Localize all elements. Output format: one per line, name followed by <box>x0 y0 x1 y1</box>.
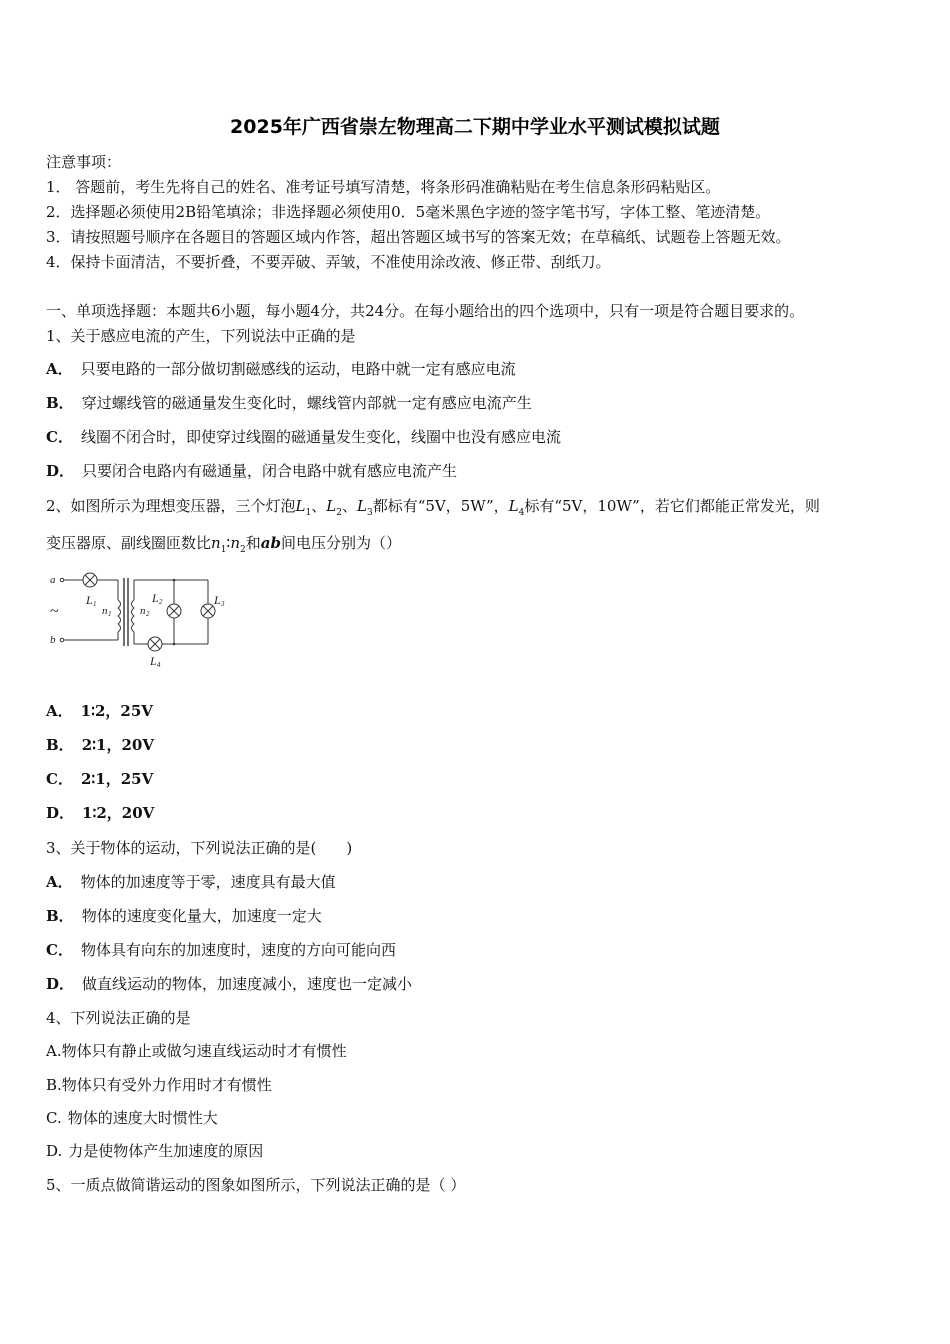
question-3-stem: 3、关于物体的运动，下列说法正确的是( ) <box>46 839 353 857</box>
notice-item-4: 4．保持卡面清洁，不要折叠，不要弄破、弄皱，不准使用涂改液、修正带、刮纸刀。 <box>46 253 611 271</box>
question-4-option-b: B.物体只有受外力作用时才有惯性 <box>46 1076 272 1094</box>
notice-heading: 注意事项： <box>46 153 122 171</box>
svg-text:2: 2 <box>159 598 163 606</box>
question-2-option-c: C． 2∶1，25V <box>46 770 154 788</box>
svg-text:L: L <box>86 593 93 607</box>
question-3-option-d: D． 做直线运动的物体，加速度减小，速度也一定减小 <box>46 975 413 993</box>
page-title: 2025年广西省崇左物理高二下期中学业水平测试模拟试题 <box>230 116 720 138</box>
question-3-option-c: C． 物体具有向东的加速度时，速度的方向可能向西 <box>46 941 396 959</box>
question-2-stem-line-2: 变压器原、副线圈匝数比$n_1∶n_2$和ab间电压分别为（） <box>46 534 401 555</box>
svg-text:b: b <box>50 634 56 646</box>
notice-item-1: 1． 答题前，考生先将自己的姓名、准考证号填写清楚，将条形码准确粘贴在考生信息条形码粘贴区。 <box>46 178 721 196</box>
svg-text:n: n <box>140 605 146 617</box>
question-1-option-b: B． 穿过螺线管的磁通量发生变化时，螺线管内部就一定有感应电流产生 <box>46 394 532 412</box>
question-1-option-d: D． 只要闭合电路内有磁通量，闭合电路中就有感应电流产生 <box>46 462 458 480</box>
transformer-circuit-diagram <box>46 570 236 670</box>
question-5-stem: 5、一质点做简谐运动的图象如图所示，下列说法正确的是（ ） <box>46 1176 466 1194</box>
svg-text:n: n <box>102 605 108 617</box>
question-2-option-d: D． 1∶2，20V <box>46 804 155 822</box>
question-4-option-c: C. 物体的速度大时惯性大 <box>46 1109 218 1127</box>
question-2-stem-line-1: 2、如图所示为理想变压器，三个灯泡$L_1$、$L_2$、$L_3$都标有“5V，5W”，$L_4$标有“5V，10W”，若它们都能正常发光，则 <box>46 497 820 518</box>
svg-text:2: 2 <box>146 610 150 618</box>
svg-text:a: a <box>50 574 56 586</box>
question-2-option-a: A． 1∶2，25V <box>46 702 153 720</box>
section-heading: 一、单项选择题：本题共6小题，每小题4分，共24分。在每小题给出的四个选项中，只有一项是符合题目要求的。 <box>46 302 805 320</box>
question-4-stem: 4、下列说法正确的是 <box>46 1009 191 1027</box>
question-2-option-b: B． 2∶1，20V <box>46 736 154 754</box>
svg-text:~: ~ <box>50 603 59 620</box>
svg-text:3: 3 <box>221 600 225 608</box>
svg-text:1: 1 <box>108 610 112 618</box>
question-3-option-a: A． 物体的加速度等于零，速度具有最大值 <box>46 873 336 891</box>
svg-text:4: 4 <box>157 661 161 669</box>
question-1-option-c: C． 线圈不闭合时，即使穿过线圈的磁通量发生变化，线圈中也没有感应电流 <box>46 428 561 446</box>
svg-text:1: 1 <box>93 600 97 608</box>
notice-item-2: 2．选择题必须使用2B铅笔填涂；非选择题必须使用0．5毫米黑色字迹的签字笔书写，字体工整、笔迹清楚。 <box>46 203 771 221</box>
question-1-option-a: A． 只要电路的一部分做切割磁感线的运动，电路中就一定有感应电流 <box>46 360 516 378</box>
svg-text:L: L <box>214 593 221 607</box>
question-3-option-b: B． 物体的速度变化量大，加速度一定大 <box>46 907 322 925</box>
svg-text:L: L <box>152 591 159 605</box>
question-4-option-a: A.物体只有静止或做匀速直线运动时才有惯性 <box>46 1042 347 1060</box>
svg-text:L: L <box>150 654 157 668</box>
question-4-option-d: D. 力是使物体产生加速度的原因 <box>46 1142 264 1160</box>
question-1-stem: 1、关于感应电流的产生，下列说法中正确的是 <box>46 327 356 345</box>
notice-item-3: 3．请按照题号顺序在各题目的答题区域内作答，超出答题区域书写的答案无效；在草稿纸、试题卷上答题无效。 <box>46 228 791 246</box>
